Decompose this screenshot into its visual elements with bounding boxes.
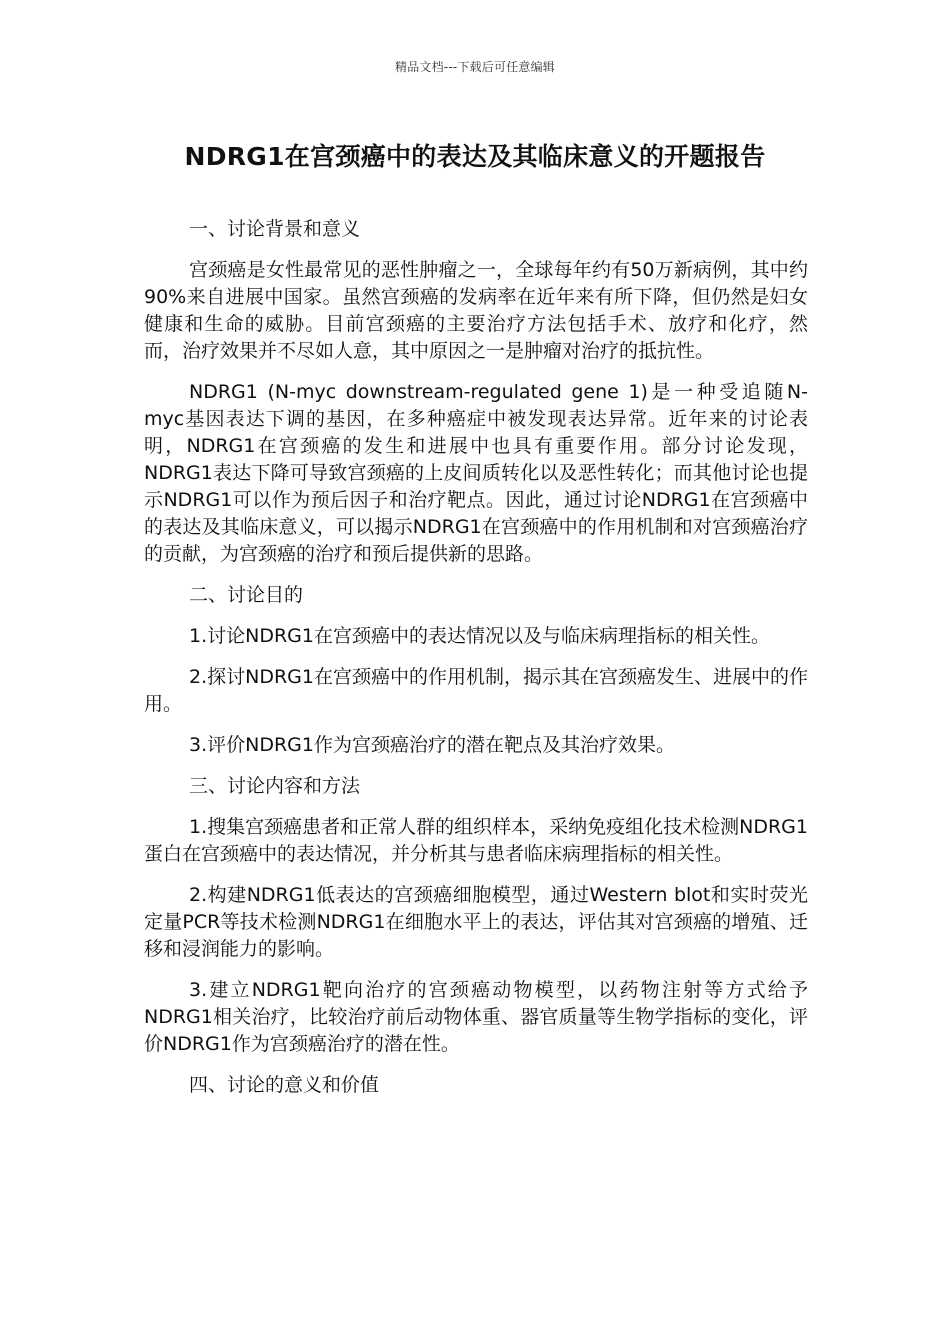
document-body — [144, 216, 808, 1113]
paragraph-objective-3: 3.评价NDRG1作为宫颈癌治疗的潜在靶点及其治疗效果。 — [189, 734, 675, 756]
section-heading-significance: 四、讨论的意义和价值 — [189, 1074, 380, 1096]
paragraph-method-2: 2.构建NDRG1低表达的宫颈癌细胞模型，通过Western blot和实时荧光定量PCR等技术检测NDRG1在细胞水平上的表达，评估其对宫颈癌的增殖、迁移和浸润能力的影响。 — [144, 884, 808, 960]
paragraph-method-3: 3.建立NDRG1靶向治疗的宫颈癌动物模型，以药物注射等方式给予NDRG1相关治疗，比较治疗前后动物体重、器官质量等生物学指标的变化，评价NDRG1作为宫颈癌治疗的潜在性。 — [144, 979, 808, 1055]
header-note: 精品文档---下载后可任意编辑 — [395, 60, 555, 74]
paragraph-objective-2: 2.探讨NDRG1在宫颈癌中的作用机制，揭示其在宫颈癌发生、进展中的作用。 — [144, 666, 808, 715]
section-heading-methods: 三、讨论内容和方法 — [189, 775, 361, 797]
section-heading-objectives: 二、讨论目的 — [189, 584, 304, 606]
section-heading-background: 一、讨论背景和意义 — [189, 218, 361, 240]
paragraph-background-1: 宫颈癌是女性最常见的恶性肿瘤之一，全球每年约有50万新病例，其中约90%来自进展中国家。虽然宫颈癌的发病率在近年来有所下降，但仍然是妇女健康和生命的威胁。目前宫颈癌的主要治疗方法包括手术、放疗和化疗，然而，治疗效果并不尽如人意，其中原因之一是肿瘤对治疗的抵抗性。 — [144, 259, 808, 362]
document-title: NDRG1在宫颈癌中的表达及其临床意义的开题报告 — [184, 142, 766, 171]
paragraph-objective-1: 1.讨论NDRG1在宫颈癌中的表达情况以及与临床病理指标的相关性。 — [189, 625, 770, 647]
paragraph-method-1: 1.搜集宫颈癌患者和正常人群的组织样本，采纳免疫组化技术检测NDRG1蛋白在宫颈癌中的表达情况，并分析其与患者临床病理指标的相关性。 — [144, 816, 808, 865]
paragraph-background-2: NDRG1 (N-myc downstream-regulated gene 1)是一种受追随N-myc基因表达下调的基因，在多种癌症中被发现表达异常。近年来的讨论表明，NDRG1在宫颈癌的发生和进展中也具有重要作用。部分讨论发现，NDRG1表达下降可导致宫颈癌的上皮间质转化以及恶性转化；而其他讨论也提示NDRG1可以作为预后因子和治疗靶点。因此，通过讨论NDRG1在宫颈癌中的表达及其临床意义，可以揭示NDRG1在宫颈癌中的作用机制和对宫颈癌治疗的贡献，为宫颈癌的治疗和预后提供新的思路。 — [144, 381, 808, 565]
